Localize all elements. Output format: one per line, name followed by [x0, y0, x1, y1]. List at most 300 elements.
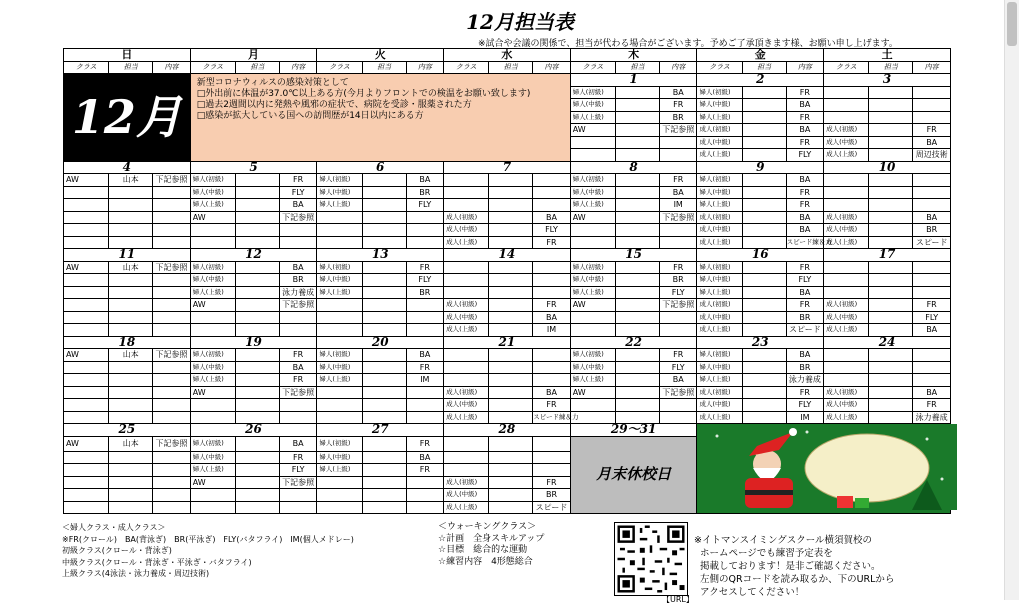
- schedule-cell: [742, 99, 786, 112]
- schedule-cell: [109, 211, 153, 224]
- schedule-cell: BA: [279, 199, 316, 212]
- schedule-cell: [153, 374, 190, 387]
- schedule-cell: [742, 174, 786, 187]
- weekday-header: 水: [444, 49, 571, 62]
- schedule-cell: 婦人(初級): [570, 174, 615, 187]
- schedule-cell: [317, 501, 362, 514]
- date-row: [64, 249, 951, 262]
- notice-item: □過去2週間以内に発熱や風邪の症状で、病院を受診・服薬された方: [196, 100, 472, 110]
- schedule-cell: [406, 501, 443, 514]
- schedule-cell: BA: [786, 349, 823, 362]
- schedule-cell: [362, 349, 406, 362]
- schedule-cell: [362, 274, 406, 287]
- schedule-cell: 山本: [109, 261, 153, 274]
- schedule-cell: 成人(上級): [697, 149, 742, 162]
- schedule-cell: [489, 386, 533, 399]
- schedule-cell: [869, 124, 913, 137]
- schedule-cell: [913, 261, 951, 274]
- schedule-cell: 成人(初級): [444, 299, 489, 312]
- schedule-cell: 婦人(中級): [190, 451, 235, 464]
- schedule-cell: [190, 311, 235, 324]
- schedule-cell: 婦人(中級): [190, 186, 235, 199]
- schedule-cell: [615, 124, 659, 137]
- legend-line: ☆練習内容 4形態総合: [438, 556, 533, 567]
- schedule-cell: 下記参照: [153, 174, 190, 187]
- schedule-cell: [533, 286, 570, 299]
- schedule-cell: [489, 501, 533, 514]
- schedule-cell: [153, 324, 190, 337]
- schedule-cell: [235, 199, 279, 212]
- schedule-cell: [742, 274, 786, 287]
- date-number: 27: [317, 424, 444, 437]
- schedule-cell: [913, 286, 951, 299]
- schedule-cell: BA: [659, 186, 696, 199]
- column-subheader: 担当: [362, 61, 406, 74]
- schedule-row: [64, 199, 951, 212]
- column-subheader: 担当: [489, 61, 533, 74]
- schedule-cell: [279, 399, 316, 412]
- date-number: 8: [570, 161, 697, 174]
- schedule-cell: [362, 311, 406, 324]
- schedule-cell: 婦人(中級): [570, 186, 615, 199]
- schedule-cell: [406, 311, 443, 324]
- schedule-cell: 婦人(中級): [570, 361, 615, 374]
- schedule-cell: [64, 399, 109, 412]
- date-number: 24: [824, 336, 951, 349]
- schedule-cell: BA: [533, 211, 570, 224]
- schedule-cell: AW: [190, 386, 235, 399]
- schedule-cell: [153, 211, 190, 224]
- schedule-cell: [489, 311, 533, 324]
- schedule-cell: [824, 374, 869, 387]
- schedule-cell: [444, 349, 489, 362]
- qr-code-image: [615, 523, 687, 595]
- schedule-cell: [869, 199, 913, 212]
- schedule-cell: [824, 274, 869, 287]
- schedule-cell: [615, 386, 659, 399]
- schedule-cell: AW: [570, 299, 615, 312]
- schedule-cell: [869, 186, 913, 199]
- schedule-cell: 成人(中級): [824, 224, 869, 237]
- schedule-cell: [533, 451, 570, 464]
- date-number: 14: [444, 249, 571, 262]
- schedule-cell: [444, 286, 489, 299]
- schedule-cell: FLY: [786, 399, 823, 412]
- schedule-cell: [615, 399, 659, 412]
- schedule-cell: BA: [786, 99, 823, 112]
- schedule-cell: [444, 464, 489, 477]
- schedule-cell: [869, 374, 913, 387]
- schedule-cell: 婦人(上級): [697, 286, 742, 299]
- schedule-cell: FR: [913, 299, 951, 312]
- schedule-cell: [659, 136, 696, 149]
- qr-text-line: 掲載しております！是非ご確認ください。: [700, 561, 881, 572]
- schedule-cell: [742, 411, 786, 424]
- schedule-cell: 成人(上級): [824, 149, 869, 162]
- vertical-scrollbar[interactable]: [1004, 0, 1019, 600]
- schedule-cell: [362, 501, 406, 514]
- schedule-cell: [489, 464, 533, 477]
- notice-item: □感染が拡大している国への訪問歴が14日以内にある方: [196, 111, 424, 121]
- schedule-cell: 山本: [109, 349, 153, 362]
- legend-line: ＜ウォーキングクラス＞: [438, 522, 537, 532]
- qr-code[interactable]: [614, 522, 688, 596]
- schedule-cell: [444, 361, 489, 374]
- schedule-cell: [235, 489, 279, 502]
- schedule-cell: [824, 86, 869, 99]
- schedule-cell: [64, 311, 109, 324]
- schedule-cell: [235, 399, 279, 412]
- schedule-cell: [235, 361, 279, 374]
- schedule-cell: [153, 236, 190, 249]
- schedule-cell: [913, 349, 951, 362]
- schedule-cell: [824, 99, 869, 112]
- schedule-cell: [489, 274, 533, 287]
- schedule-cell: [64, 274, 109, 287]
- schedule-cell: FR: [279, 374, 316, 387]
- schedule-cell: [444, 436, 489, 451]
- schedule-cell: [109, 464, 153, 477]
- schedule-cell: [235, 476, 279, 489]
- schedule-cell: AW: [190, 211, 235, 224]
- schedule-cell: [64, 501, 109, 514]
- schedule-cell: 成人(上級): [824, 236, 869, 249]
- schedule-cell: 婦人(中級): [570, 274, 615, 287]
- schedule-cell: [615, 111, 659, 124]
- schedule-cell: BA: [279, 361, 316, 374]
- column-subheader: 内容: [659, 61, 696, 74]
- schedule-cell: [64, 411, 109, 424]
- schedule-cell: FR: [659, 174, 696, 187]
- column-subheader: クラス: [697, 61, 742, 74]
- schedule-cell: [615, 211, 659, 224]
- schedule-cell: 成人(上級): [697, 411, 742, 424]
- schedule-cell: 成人(中級): [697, 399, 742, 412]
- schedule-cell: 婦人(中級): [190, 274, 235, 287]
- schedule-cell: [489, 349, 533, 362]
- schedule-cell: [190, 236, 235, 249]
- schedule-row: [64, 174, 951, 187]
- schedule-row: [64, 211, 951, 224]
- schedule-cell: [444, 374, 489, 387]
- schedule-cell: 下記参照: [279, 299, 316, 312]
- schedule-cell: [489, 299, 533, 312]
- schedule-row: [64, 224, 951, 237]
- schedule-cell: 婦人(中級): [317, 274, 362, 287]
- schedule-cell: [317, 211, 362, 224]
- schedule-cell: 婦人(初級): [317, 174, 362, 187]
- schedule-cell: BA: [659, 86, 696, 99]
- schedule-cell: 成人(上級): [697, 324, 742, 337]
- schedule-cell: スピード: [786, 324, 823, 337]
- schedule-cell: [109, 286, 153, 299]
- schedule-cell: 婦人(上級): [697, 111, 742, 124]
- schedule-cell: [869, 299, 913, 312]
- schedule-cell: 婦人(中級): [317, 451, 362, 464]
- schedule-cell: 婦人(初級): [570, 261, 615, 274]
- schedule-cell: FR: [533, 236, 570, 249]
- schedule-cell: [406, 476, 443, 489]
- schedule-cell: [489, 374, 533, 387]
- schedule-cell: [317, 386, 362, 399]
- schedule-cell: [64, 451, 109, 464]
- schedule-cell: FR: [279, 349, 316, 362]
- qr-text-line: アクセスしてください！: [700, 587, 805, 598]
- schedule-cell: [153, 224, 190, 237]
- schedule-cell: 山本: [109, 174, 153, 187]
- schedule-cell: [444, 261, 489, 274]
- schedule-cell: BR: [406, 286, 443, 299]
- schedule-cell: [570, 136, 615, 149]
- schedule-cell: スピード練＆力: [533, 411, 570, 424]
- schedule-cell: [824, 261, 869, 274]
- schedule-cell: [869, 399, 913, 412]
- schedule-cell: [153, 274, 190, 287]
- closed-days-label: 月末休校日: [570, 436, 697, 514]
- schedule-cell: [64, 374, 109, 387]
- date-number: 2: [697, 74, 824, 87]
- schedule-cell: [659, 224, 696, 237]
- schedule-cell: [742, 399, 786, 412]
- schedule-cell: [109, 224, 153, 237]
- weekday-header: 金: [697, 49, 824, 62]
- weekday-header: 木: [570, 49, 697, 62]
- date-number: 26: [190, 424, 317, 437]
- schedule-row: [64, 399, 951, 412]
- schedule-cell: FLY: [279, 186, 316, 199]
- schedule-cell: FR: [786, 199, 823, 212]
- schedule-cell: 成人(上級): [444, 236, 489, 249]
- schedule-row: [64, 274, 951, 287]
- schedule-cell: [109, 361, 153, 374]
- schedule-cell: [109, 199, 153, 212]
- schedule-cell: [235, 299, 279, 312]
- schedule-cell: [406, 386, 443, 399]
- schedule-cell: [489, 361, 533, 374]
- legend-line: 中級クラス(クロール・背泳ぎ・平泳ぎ・バタフライ): [62, 557, 252, 567]
- schedule-cell: [362, 464, 406, 477]
- schedule-cell: 婦人(初級): [190, 349, 235, 362]
- schedule-cell: 泳力養成: [913, 411, 951, 424]
- schedule-cell: [913, 86, 951, 99]
- schedule-cell: IM: [406, 374, 443, 387]
- column-subheader: 担当: [235, 61, 279, 74]
- legend-walking-class: [438, 522, 544, 568]
- legend-adult-classes: [62, 522, 354, 580]
- schedule-cell: [869, 211, 913, 224]
- schedule-cell: [362, 299, 406, 312]
- schedule-cell: FR: [406, 436, 443, 451]
- schedule-cell: [362, 261, 406, 274]
- column-subheader: 担当: [742, 61, 786, 74]
- schedule-cell: 婦人(上級): [190, 286, 235, 299]
- schedule-cell: BA: [786, 286, 823, 299]
- date-number: 22: [570, 336, 697, 349]
- schedule-cell: [190, 399, 235, 412]
- column-subheader: クラス: [570, 61, 615, 74]
- schedule-cell: [615, 136, 659, 149]
- schedule-cell: [615, 99, 659, 112]
- schedule-cell: [489, 199, 533, 212]
- schedule-cell: [444, 186, 489, 199]
- date-number: 9: [697, 161, 824, 174]
- schedule-cell: [615, 224, 659, 237]
- schedule-cell: [406, 411, 443, 424]
- schedule-cell: 婦人(初級): [190, 174, 235, 187]
- schedule-cell: [869, 411, 913, 424]
- schedule-cell: [279, 236, 316, 249]
- weekday-header: 火: [317, 49, 444, 62]
- column-subheader: 担当: [109, 61, 153, 74]
- schedule-cell: FR: [659, 99, 696, 112]
- column-subheader: 内容: [153, 61, 190, 74]
- schedule-cell: [64, 211, 109, 224]
- schedule-cell: [279, 411, 316, 424]
- schedule-cell: [279, 224, 316, 237]
- schedule-cell: [362, 476, 406, 489]
- schedule-cell: [235, 501, 279, 514]
- date-number: 17: [824, 249, 951, 262]
- schedule-cell: IM: [533, 324, 570, 337]
- schedule-cell: [153, 299, 190, 312]
- schedule-cell: [533, 464, 570, 477]
- schedule-cell: BA: [786, 174, 823, 187]
- schedule-cell: [913, 361, 951, 374]
- schedule-cell: [317, 311, 362, 324]
- schedule-cell: [64, 186, 109, 199]
- schedule-cell: [190, 411, 235, 424]
- schedule-cell: [742, 261, 786, 274]
- schedule-row: [64, 186, 951, 199]
- column-subheader: 担当: [615, 61, 659, 74]
- schedule-cell: [489, 211, 533, 224]
- schedule-cell: BR: [786, 311, 823, 324]
- schedule-cell: [489, 286, 533, 299]
- schedule-cell: BA: [279, 436, 316, 451]
- schedule-cell: [742, 186, 786, 199]
- schedule-row: [64, 361, 951, 374]
- schedule-cell: [153, 186, 190, 199]
- schedule-cell: 成人(上級): [444, 501, 489, 514]
- schedule-cell: BA: [659, 374, 696, 387]
- schedule-row: [64, 349, 951, 362]
- schedule-cell: 下記参照: [153, 436, 190, 451]
- schedule-cell: [869, 274, 913, 287]
- schedule-cell: BA: [786, 224, 823, 237]
- schedule-cell: 成人(中級): [444, 224, 489, 237]
- schedule-cell: 成人(初級): [824, 124, 869, 137]
- schedule-cell: [406, 299, 443, 312]
- schedule-cell: [153, 489, 190, 502]
- schedule-cell: 成人(上級): [824, 324, 869, 337]
- schedule-cell: 婦人(中級): [697, 186, 742, 199]
- schedule-cell: [64, 464, 109, 477]
- subheader-row: [64, 61, 951, 74]
- schedule-cell: [742, 311, 786, 324]
- schedule-cell: [570, 399, 615, 412]
- schedule-cell: [235, 186, 279, 199]
- schedule-cell: [913, 199, 951, 212]
- schedule-cell: [64, 236, 109, 249]
- schedule-cell: [869, 174, 913, 187]
- schedule-cell: [913, 99, 951, 112]
- schedule-cell: [109, 476, 153, 489]
- schedule-cell: FR: [533, 399, 570, 412]
- schedule-cell: [235, 386, 279, 399]
- schedule-cell: [489, 261, 533, 274]
- schedule-cell: AW: [64, 174, 109, 187]
- schedule-cell: BR: [913, 224, 951, 237]
- schedule-cell: [869, 111, 913, 124]
- schedule-cell: [362, 361, 406, 374]
- schedule-cell: 婦人(上級): [190, 199, 235, 212]
- schedule-cell: FR: [786, 299, 823, 312]
- schedule-cell: FR: [533, 299, 570, 312]
- schedule-cell: 婦人(初級): [697, 349, 742, 362]
- schedule-cell: 婦人(上級): [190, 464, 235, 477]
- schedule-cell: [742, 224, 786, 237]
- schedule-cell: FR: [786, 111, 823, 124]
- schedule-cell: 婦人(中級): [697, 361, 742, 374]
- schedule-cell: [235, 274, 279, 287]
- schedule-cell: [109, 501, 153, 514]
- date-number: 25: [64, 424, 191, 437]
- schedule-cell: [235, 374, 279, 387]
- schedule-cell: [317, 236, 362, 249]
- schedule-cell: [109, 374, 153, 387]
- schedule-cell: [615, 374, 659, 387]
- schedule-cell: BA: [913, 136, 951, 149]
- date-number: 16: [697, 249, 824, 262]
- schedule-cell: [824, 349, 869, 362]
- schedule-cell: [533, 361, 570, 374]
- schedule-cell: [190, 324, 235, 337]
- schedule-cell: 成人(初級): [697, 124, 742, 137]
- schedule-cell: 婦人(中級): [697, 274, 742, 287]
- schedule-cell: [489, 489, 533, 502]
- schedule-cell: BR: [659, 274, 696, 287]
- schedule-cell: [533, 174, 570, 187]
- schedule-cell: [362, 386, 406, 399]
- schedule-cell: 下記参照: [659, 124, 696, 137]
- schedule-cell: 下記参照: [279, 476, 316, 489]
- schedule-cell: 下記参照: [659, 299, 696, 312]
- schedule-cell: 成人(初級): [824, 211, 869, 224]
- date-number: 4: [64, 161, 191, 174]
- schedule-row: [64, 286, 951, 299]
- schedule-cell: 婦人(上級): [317, 464, 362, 477]
- schedule-cell: BR: [659, 111, 696, 124]
- schedule-cell: [615, 174, 659, 187]
- schedule-cell: [153, 476, 190, 489]
- schedule-cell: [742, 386, 786, 399]
- url-label[interactable]: 【URL】: [662, 595, 694, 604]
- schedule-cell: 山本: [109, 436, 153, 451]
- date-row: [64, 424, 951, 437]
- schedule-cell: 婦人(中級): [570, 99, 615, 112]
- date-number: 6: [317, 161, 444, 174]
- legend-line: ＜婦人クラス・成人クラス＞: [62, 523, 166, 532]
- column-subheader: クラス: [190, 61, 235, 74]
- scrollbar-thumb[interactable]: [1007, 2, 1017, 46]
- schedule-cell: AW: [570, 124, 615, 137]
- schedule-cell: [235, 224, 279, 237]
- schedule-cell: [109, 186, 153, 199]
- weekday-header-row: [64, 49, 951, 62]
- schedule-cell: 婦人(初級): [570, 349, 615, 362]
- schedule-cell: [913, 374, 951, 387]
- schedule-cell: FLY: [786, 274, 823, 287]
